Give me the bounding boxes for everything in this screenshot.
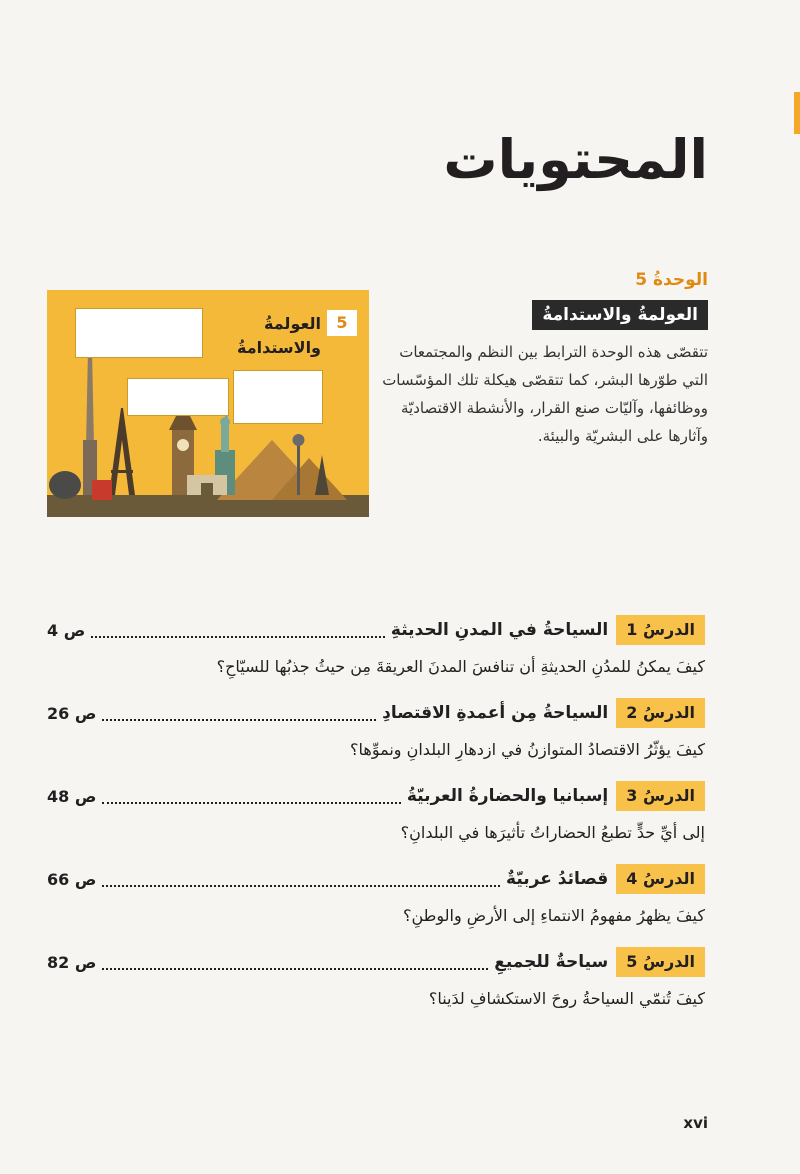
lesson-title: سياحةٌ للجميعِ xyxy=(494,952,609,972)
cover-questions-box xyxy=(75,308,203,358)
lesson-question: إلى أيِّ حدٍّ تطبعُ الحضاراتُ تأثيرَها في البلدانِ؟ xyxy=(400,823,705,842)
lesson-item[interactable] xyxy=(47,864,705,925)
lessons-list xyxy=(47,615,705,1030)
lesson-tag: الدرسُ 2 xyxy=(616,698,705,728)
leader-dots xyxy=(102,788,400,804)
lesson-tag: الدرسُ 3 xyxy=(616,781,705,811)
lesson-page-number: ص 4 xyxy=(47,620,86,640)
lesson-page-number: ص 82 xyxy=(47,952,97,972)
leader-dots xyxy=(91,622,385,638)
lesson-tag: الدرسُ 5 xyxy=(616,947,705,977)
lesson-tag: الدرسُ 4 xyxy=(616,864,705,894)
lesson-title: قصائدُ عربيّةٌ xyxy=(506,869,609,889)
leader-dots xyxy=(102,705,376,721)
lesson-heading xyxy=(47,698,705,728)
page-number: xvi xyxy=(683,1114,708,1132)
lesson-item[interactable] xyxy=(47,947,705,1008)
cover-lessons-box xyxy=(233,370,323,424)
cover-inquiry-box xyxy=(127,378,229,416)
lesson-heading xyxy=(47,615,705,645)
lesson-heading xyxy=(47,947,705,977)
lesson-page-number: ص 66 xyxy=(47,869,97,889)
lesson-question: كيفَ يمكنُ للمدُنِ الحديثةِ أن تنافسَ المدنَ العريقةَ مِن حيثُ جذبُها للسيّاحِ؟ xyxy=(216,657,705,676)
leader-dots xyxy=(102,871,500,887)
edge-tab xyxy=(794,92,800,134)
lesson-question: كيفَ يؤثّرُ الاقتصادُ المتوازنُ في ازدهارِ البلدانِ ونموِّها؟ xyxy=(350,740,705,759)
lesson-page-number: ص 26 xyxy=(47,703,97,723)
cover-unit-number: 5 xyxy=(327,310,357,336)
lesson-page-number: ص 48 xyxy=(47,786,97,806)
unit-label: الوحدةُ 5 xyxy=(635,270,708,290)
lesson-heading xyxy=(47,864,705,894)
lesson-item[interactable] xyxy=(47,615,705,676)
page-title: المحتويات xyxy=(443,128,708,191)
lesson-question: كيفَ يظهرُ مفهومُ الانتماءِ إلى الأرضِ والوطنِ؟ xyxy=(402,906,705,925)
lesson-tag: الدرسُ 1 xyxy=(616,615,705,645)
unit-title: العولمةُ والاستدامةُ xyxy=(532,300,708,330)
lesson-title: إسبانيا والحضارةُ العربيّةُ xyxy=(406,786,609,806)
unit-cover-image xyxy=(47,290,369,517)
unit-block xyxy=(378,270,708,450)
cover-unit-title: العولمةُ والاستدامةُ xyxy=(237,314,321,357)
lesson-heading xyxy=(47,781,705,811)
leader-dots xyxy=(102,954,488,970)
lesson-title: السياحةُ في المدنِ الحديثةِ xyxy=(390,620,609,640)
lesson-title: السياحةُ مِن أعمدةِ الاقتصادِ xyxy=(382,703,609,723)
unit-description: تتقصّى هذه الوحدة الترابط بين النظم والمجتمعات التي طوّرها البشر، كما تتقصّى هيكلة تلك المؤسّسات ووظائفها، وآليّات صنع القرار، والأنشطة الاقتصاديّة وآثارها على البشريّة والبيئة. xyxy=(382,343,708,445)
lesson-item[interactable] xyxy=(47,781,705,842)
lesson-item[interactable] xyxy=(47,698,705,759)
lesson-question: كيفَ تُنمّي السياحةُ روحَ الاستكشافِ لدَينا؟ xyxy=(428,989,705,1008)
